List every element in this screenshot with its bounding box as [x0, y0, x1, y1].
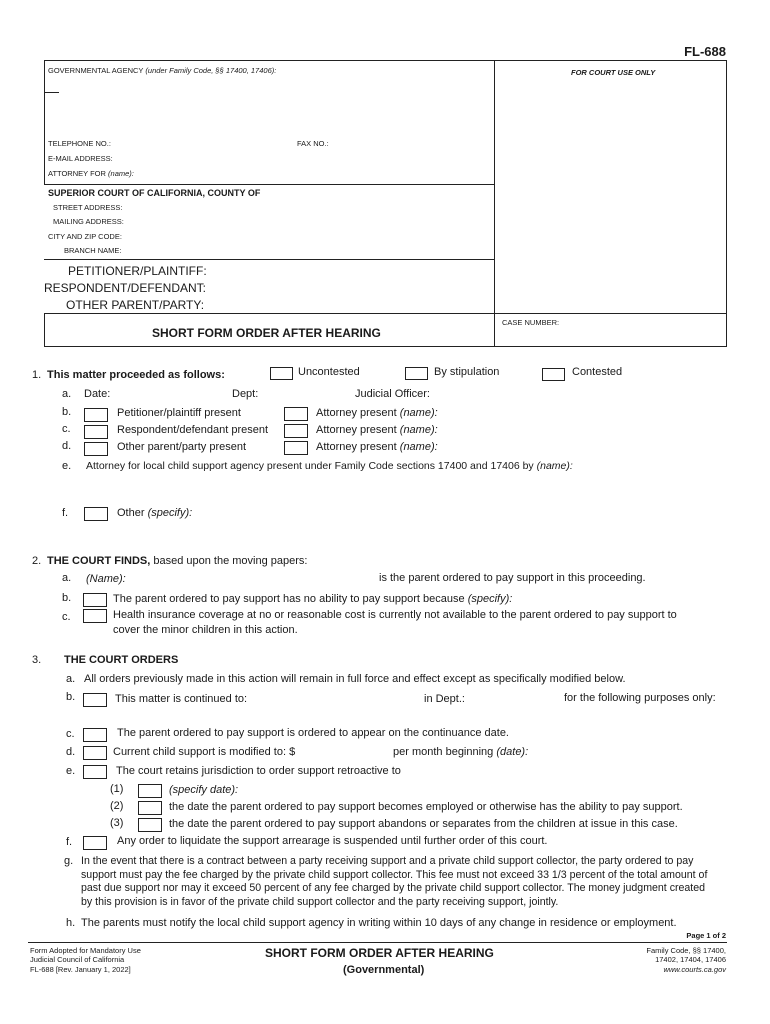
s1a-letter: a.: [62, 388, 72, 400]
petitioner-attorney-label: Attorney present (name):: [316, 407, 438, 419]
s3-title: THE COURT ORDERS: [64, 654, 179, 666]
footer-code-line1: Family Code, §§ 17400,: [646, 946, 726, 955]
agency-label: GOVERNMENTAL AGENCY (under Family Code, §§ 17400, 17406):: [48, 66, 277, 75]
appear-checkbox[interactable]: [83, 728, 107, 742]
s3e3-text: the date the parent ordered to pay support abandons or separates from the children at issue in this case.: [169, 818, 678, 830]
s3h-letter: h.: [66, 917, 76, 929]
s3g-letter: g.: [64, 855, 74, 867]
email-label: E-MAIL ADDRESS:: [48, 154, 113, 163]
continued-checkbox[interactable]: [83, 693, 107, 707]
s3e1-number: (1): [110, 783, 124, 795]
respondent-attorney-checkbox[interactable]: [284, 424, 308, 438]
s2c-letter: c.: [62, 611, 71, 623]
s3f-letter: f.: [66, 836, 73, 848]
fax-label: FAX NO.:: [297, 139, 329, 148]
other-parent-present-checkbox[interactable]: [84, 442, 108, 456]
s2b-text: The parent ordered to pay support has no ability to pay support because (specify):: [113, 593, 513, 605]
modified-support-checkbox[interactable]: [83, 746, 107, 760]
employed-checkbox[interactable]: [138, 801, 162, 815]
s3e-letter: e.: [66, 765, 76, 777]
form-title: SHORT FORM ORDER AFTER HEARING: [152, 326, 381, 340]
petitioner-present-label: Petitioner/plaintiff present: [117, 407, 241, 419]
s3e2-text: the date the parent ordered to pay support becomes employed or otherwise has the ability to pay support.: [169, 801, 683, 813]
telephone-label: TELEPHONE NO.:: [48, 139, 111, 148]
health-insurance-checkbox[interactable]: [83, 609, 107, 623]
s3a-letter: a.: [66, 673, 76, 685]
attorney-for-label: ATTORNEY FOR (name):: [48, 169, 134, 178]
uncontested-checkbox[interactable]: [270, 367, 293, 380]
s1e-letter: e.: [62, 460, 72, 472]
s3h-text: The parents must notify the local child support agency in writing within 10 days of any change in residence or employment.: [81, 917, 677, 929]
retroactive-checkbox[interactable]: [83, 765, 107, 779]
s3d-text: Current child support is modified to: $: [113, 746, 296, 758]
other-specify-label: Other (specify):: [117, 507, 193, 519]
contested-checkbox[interactable]: [542, 368, 565, 381]
header-top-border: [44, 60, 727, 61]
s3e2-number: (2): [110, 800, 124, 812]
s3e1-text: (specify date):: [169, 784, 239, 796]
other-parent-attorney-label: Attorney present (name):: [316, 441, 438, 453]
court-title: SUPERIOR COURT OF CALIFORNIA, COUNTY OF: [48, 188, 261, 198]
s2a-letter: a.: [62, 572, 72, 584]
s3d-month-label: per month beginning (date):: [393, 746, 529, 758]
s2c-text-line2: cover the minor children in this action.: [113, 624, 298, 636]
s3c-text: The parent ordered to pay support is ordered to appear on the continuance date.: [117, 727, 509, 739]
continued-dept-label: in Dept.:: [424, 693, 465, 705]
abandons-checkbox[interactable]: [138, 818, 162, 832]
petitioner-present-checkbox[interactable]: [84, 408, 108, 422]
s1d-letter: d.: [62, 440, 72, 452]
city-zip-label: CITY AND ZIP CODE:: [48, 232, 122, 241]
agency-short-line: [44, 92, 59, 93]
s1b-letter: b.: [62, 406, 72, 418]
s1e-text: Attorney for local child support agency present under Family Code sections 17400 and 17406 by (name):: [86, 460, 573, 472]
header-left-border-lower: [44, 313, 45, 347]
case-number-label: CASE NUMBER:: [502, 318, 560, 327]
continued-purposes-label: for the following purposes only:: [564, 692, 716, 704]
suspend-arrearage-checkbox[interactable]: [83, 836, 107, 850]
form-number: FL-688: [684, 44, 726, 59]
judicial-officer-label: Judicial Officer:: [355, 388, 430, 400]
dept-label: Dept:: [232, 388, 259, 400]
court-use-label: FOR COURT USE ONLY: [571, 68, 656, 77]
s1-number: 1.: [32, 369, 42, 381]
footer-code-line2: 17402, 17404, 17406: [655, 955, 726, 964]
s3e3-number: (3): [110, 817, 124, 829]
stipulation-checkbox[interactable]: [405, 367, 428, 380]
contested-label: Contested: [572, 366, 623, 378]
header-bottom-border: [44, 346, 727, 347]
header-divider-title: [44, 313, 727, 314]
no-ability-checkbox[interactable]: [83, 593, 107, 607]
s3e-text: The court retains jurisdiction to order support retroactive to: [116, 765, 401, 777]
footer-council: Judicial Council of California: [30, 955, 125, 964]
s2a-text: is the parent ordered to pay support in this proceeding.: [379, 572, 646, 584]
respondent-present-checkbox[interactable]: [84, 425, 108, 439]
s3d-letter: d.: [66, 746, 76, 758]
s3c-letter: c.: [66, 728, 75, 740]
footer-title: SHORT FORM ORDER AFTER HEARING: [265, 946, 494, 960]
s2-title: THE COURT FINDS, based upon the moving papers:: [47, 555, 308, 567]
other-parent-attorney-checkbox[interactable]: [284, 441, 308, 455]
uncontested-label: Uncontested: [298, 366, 360, 378]
petitioner-label: PETITIONER/PLAINTIFF:: [68, 264, 207, 278]
header-left-border: [44, 60, 45, 185]
s3-number: 3.: [32, 654, 42, 666]
s3a-text: All orders previously made in this action will remain in full force and effect except as specifically modified below.: [84, 673, 626, 685]
s2b-letter: b.: [62, 592, 72, 604]
respondent-label: RESPONDENT/DEFENDANT:: [44, 281, 207, 295]
stipulation-label: By stipulation: [434, 366, 500, 378]
footer-rule: [28, 942, 727, 943]
header-divider-court: [44, 184, 495, 185]
branch-name-label: BRANCH NAME:: [64, 246, 122, 255]
s3f-text: Any order to liquidate the support arrearage is suspended until further order of this court.: [117, 835, 548, 847]
s3b-letter: b.: [66, 691, 76, 703]
date-label: Date:: [84, 388, 111, 400]
other-parent-present-label: Other parent/party present: [117, 441, 247, 453]
footer-revision: FL-688 [Rev. January 1, 2022]: [30, 965, 131, 974]
header-right-border: [726, 60, 727, 347]
s2a-name-label: (Name):: [86, 573, 126, 585]
footer-subtitle: (Governmental): [343, 964, 425, 976]
footer-url[interactable]: www.courts.ca.gov: [663, 965, 726, 974]
s3g-text: In the event that there is a contract between a party receiving support and a private child support collector, the party ordered to pay support must pay the fee charged by the private child support collector. This fee must not exceed 33 1/3 percent of the total amount of past due support nor may it exceed 50 percent of any fee charged by the private child support collector. The money judgment created by this provision is in favor of the private child support collector and the party receiving support, jointly.: [81, 855, 708, 908]
s2c-text-line1: Health insurance coverage at no or reasonable cost is currently not available to the parent ordered to pay support to: [113, 609, 677, 621]
s1f-letter: f.: [62, 507, 69, 519]
other-specify-checkbox[interactable]: [84, 507, 108, 521]
other-parent-label: OTHER PARENT/PARTY:: [66, 298, 205, 312]
specify-date-checkbox[interactable]: [138, 784, 162, 798]
respondent-present-label: Respondent/defendant present: [117, 424, 269, 436]
s2-number: 2.: [32, 555, 42, 567]
petitioner-attorney-checkbox[interactable]: [284, 407, 308, 421]
header-divider-vertical: [494, 60, 495, 347]
continued-label: This matter is continued to:: [115, 693, 248, 705]
s1c-letter: c.: [62, 423, 71, 435]
s1-title: This matter proceeded as follows:: [47, 369, 225, 381]
header-divider-parties: [44, 259, 495, 260]
footer-adopted: Form Adopted for Mandatory Use: [30, 946, 141, 955]
page-number: Page 1 of 2: [686, 931, 726, 940]
mailing-address-label: MAILING ADDRESS:: [53, 217, 124, 226]
street-address-label: STREET ADDRESS:: [53, 203, 123, 212]
respondent-attorney-label: Attorney present (name):: [316, 424, 438, 436]
